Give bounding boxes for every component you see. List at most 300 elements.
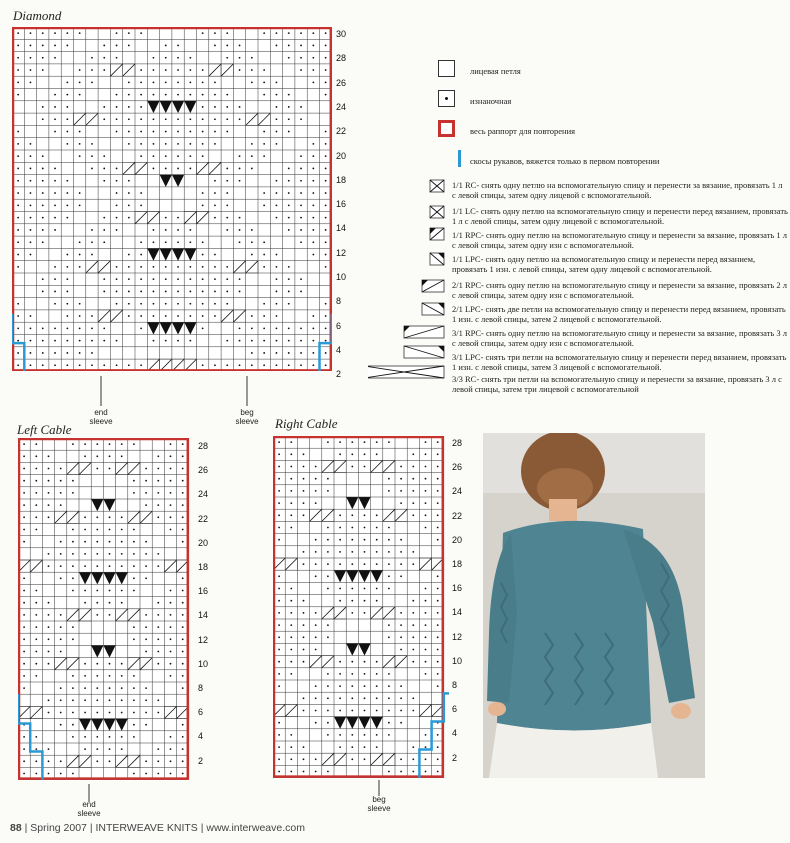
purl-dot [400, 575, 402, 577]
purl-dot [96, 455, 98, 457]
purl-dot [315, 466, 317, 468]
purl-dot [72, 736, 74, 738]
purl-dot [133, 529, 135, 531]
purl-dot [276, 45, 278, 47]
purl-dot [300, 229, 302, 231]
purl-dot [437, 636, 439, 638]
purl-dot [60, 724, 62, 726]
purl-dot [182, 626, 184, 628]
purl-dot [140, 131, 142, 133]
purl-dot [91, 364, 93, 366]
cable-legend-3-1-rpc: 3/1 RPC- снять одну петлю на вспомогательную спицу и перенести за вязание, провязать 3 л с левой спицы, затем одну изн с вспомогательной. [452, 328, 788, 348]
purl-dot [128, 81, 130, 83]
purl-dot [103, 241, 105, 243]
purl-dot [17, 266, 19, 268]
purl-dot [42, 106, 44, 108]
purl-dot [437, 746, 439, 748]
cable-legend-2-1-lpc: 2/1 LPC- снять две петли на вспомогательную спицу и перенести перед вязанием, провязать 1 изн. с левой спицы, затем 2 лицевой с вспомогательной. [452, 304, 786, 324]
purl-dot [17, 254, 19, 256]
purl-dot [300, 278, 302, 280]
purl-dot [165, 81, 167, 83]
purl-dot [278, 514, 280, 516]
purl-dot [437, 734, 439, 736]
purl-dot [91, 241, 93, 243]
purl-dot [364, 673, 366, 675]
purl-dot [140, 327, 142, 329]
purl-dot [66, 143, 68, 145]
purl-dot [153, 155, 155, 157]
purl-dot [48, 492, 50, 494]
purl-dot [103, 327, 105, 329]
row-number: 26 [452, 462, 463, 473]
row-number: 2 [452, 752, 458, 763]
purl-dot [140, 155, 142, 157]
purl-dot [165, 278, 167, 280]
row-number: 8 [452, 680, 458, 690]
purl-dot [202, 32, 204, 34]
purl-dot [66, 303, 68, 305]
purl-dot [263, 131, 265, 133]
purl-dot [325, 81, 327, 83]
cable-symbol-0 [430, 180, 444, 192]
purl-dot [263, 155, 265, 157]
purl-dot [303, 710, 305, 712]
row-number: 14 [336, 223, 347, 234]
purl-dot [315, 710, 317, 712]
purl-dot [17, 131, 19, 133]
purl-dot [145, 468, 147, 470]
purl-dot [17, 57, 19, 59]
purl-dot [42, 204, 44, 206]
purl-dot [351, 551, 353, 553]
purl-dot [153, 118, 155, 120]
purl-dot [351, 758, 353, 760]
purl-dot [91, 254, 93, 256]
purl-dot [177, 143, 179, 145]
purl-dot [23, 748, 25, 750]
purl-dot [170, 480, 172, 482]
purl-dot [400, 649, 402, 651]
purl-dot [72, 565, 74, 567]
purl-dot [96, 614, 98, 616]
purl-dot [437, 527, 439, 529]
legend-repeat-text: весь раппорт для повторения [470, 126, 576, 136]
purl-dot [400, 466, 402, 468]
purl-dot [388, 588, 390, 590]
purl-dot [128, 291, 130, 293]
purl-dot [276, 291, 278, 293]
purl-dot [288, 106, 290, 108]
purl-dot [60, 638, 62, 640]
purl-dot [121, 541, 123, 543]
purl-dot [182, 602, 184, 604]
purl-dot [170, 516, 172, 518]
purl-dot [48, 699, 50, 701]
row-number: 24 [452, 486, 463, 497]
purl-dot [303, 514, 305, 516]
purl-dot [312, 315, 314, 317]
purl-dot [412, 624, 414, 626]
purl-dot [312, 192, 314, 194]
purl-dot [214, 303, 216, 305]
purl-dot [35, 455, 37, 457]
purl-dot [388, 771, 390, 773]
purl-dot [278, 624, 280, 626]
row-number: 16 [198, 586, 209, 597]
purl-dot [290, 746, 292, 748]
purl-dot [54, 204, 56, 206]
purl-dot [54, 352, 56, 354]
purl-dot [278, 673, 280, 675]
purl-dot [48, 748, 50, 750]
purl-dot [278, 771, 280, 773]
purl-dot [315, 685, 317, 687]
purl-dot [239, 168, 241, 170]
purl-dot [60, 504, 62, 506]
purl-dot [170, 602, 172, 604]
purl-dot [66, 106, 68, 108]
purl-dot [66, 364, 68, 366]
row-number: 12 [198, 634, 209, 645]
purl-dot [226, 340, 228, 342]
purl-dot [30, 57, 32, 59]
purl-dot [153, 69, 155, 71]
purl-dot [278, 612, 280, 614]
purl-dot [376, 514, 378, 516]
purl-dot [153, 266, 155, 268]
purl-dot [165, 118, 167, 120]
purl-dot [278, 685, 280, 687]
purl-dot [288, 291, 290, 293]
purl-dot [202, 155, 204, 157]
purl-dot [128, 315, 130, 317]
purl-dot [54, 57, 56, 59]
purl-dot [48, 565, 50, 567]
purl-dot [214, 204, 216, 206]
purl-dot [182, 773, 184, 775]
row-number: 28 [452, 438, 463, 448]
row-number: 4 [198, 731, 204, 742]
purl-dot [54, 303, 56, 305]
purl-dot [109, 455, 111, 457]
row-number: 24 [198, 489, 209, 500]
purl-dot [437, 649, 439, 651]
purl-dot [276, 352, 278, 354]
purl-dot [239, 327, 241, 329]
purl-dot [103, 217, 105, 219]
purl-dot [278, 758, 280, 760]
purl-dot [239, 364, 241, 366]
purl-dot [54, 266, 56, 268]
purl-dot [153, 143, 155, 145]
purl-dot [251, 340, 253, 342]
purl-dot [54, 106, 56, 108]
purl-dot [165, 303, 167, 305]
footer-divider-3: | [200, 822, 207, 834]
purl-dot [35, 626, 37, 628]
purl-dot [290, 649, 292, 651]
purl-dot [339, 588, 341, 590]
purl-dot [79, 340, 81, 342]
purl-dot [66, 254, 68, 256]
purl-dot [72, 712, 74, 714]
purl-dot [412, 661, 414, 663]
diamond-beg-sleeve-label: beg sleeve [235, 408, 259, 426]
purl-dot [30, 327, 32, 329]
row-number: 18 [336, 174, 347, 185]
purl-dot [140, 241, 142, 243]
purl-dot [412, 758, 414, 760]
purl-dot [145, 565, 147, 567]
purl-dot [278, 661, 280, 663]
row-number: 2 [198, 755, 204, 766]
row-number: 28 [198, 441, 209, 451]
purl-dot [72, 724, 74, 726]
purl-dot [121, 553, 123, 555]
purl-dot [400, 539, 402, 541]
purl-dot [327, 441, 329, 443]
purl-dot [315, 490, 317, 492]
purl-dot [145, 626, 147, 628]
purl-dot [226, 217, 228, 219]
purl-dot [226, 45, 228, 47]
purl-dot [35, 468, 37, 470]
purl-dot [165, 143, 167, 145]
purl-dot [437, 441, 439, 443]
purl-dot [35, 736, 37, 738]
purl-dot [312, 168, 314, 170]
purl-dot [202, 204, 204, 206]
purl-dot [425, 490, 427, 492]
purl-dot [170, 626, 172, 628]
purl-dot [327, 539, 329, 541]
purl-dot [312, 180, 314, 182]
purl-dot [276, 340, 278, 342]
purl-dot [35, 760, 37, 762]
purl-dot [412, 466, 414, 468]
purl-dot [42, 327, 44, 329]
website-link[interactable]: www.interweave.com [206, 822, 305, 834]
purl-dot [177, 57, 179, 59]
purl-dot [325, 57, 327, 59]
purl-dot [42, 180, 44, 182]
purl-dot [116, 168, 118, 170]
purl-dot [42, 241, 44, 243]
purl-dot [214, 131, 216, 133]
purl-dot [170, 748, 172, 750]
purl-dot [327, 636, 329, 638]
purl-dot [325, 340, 327, 342]
purl-dot [54, 278, 56, 280]
purl-dot [312, 229, 314, 231]
purl-dot [79, 266, 81, 268]
purl-dot [364, 563, 366, 565]
repeat-symbol [438, 120, 455, 137]
purl-dot [17, 143, 19, 145]
purl-dot [300, 57, 302, 59]
cable-symbols [368, 176, 450, 391]
purl-dot [288, 204, 290, 206]
purl-dot [157, 492, 159, 494]
purl-dot [145, 614, 147, 616]
purl-dot [121, 529, 123, 531]
purl-dot [437, 661, 439, 663]
purl-dot [30, 241, 32, 243]
purl-dot [121, 748, 123, 750]
purl-dot [276, 106, 278, 108]
row-number: 10 [336, 272, 347, 282]
purl-dot [30, 229, 32, 231]
purl-dot [165, 266, 167, 268]
purl-dot [84, 748, 86, 750]
purl-dot [109, 529, 111, 531]
row-number: 18 [452, 559, 463, 569]
purl-dot [30, 204, 32, 206]
purl-dot [133, 541, 135, 543]
purl-dot [23, 602, 25, 604]
purl-dot [251, 229, 253, 231]
purl-dot [96, 760, 98, 762]
purl-dot [153, 229, 155, 231]
purl-dot [278, 636, 280, 638]
purl-dot [312, 155, 314, 157]
purl-dot [140, 303, 142, 305]
purl-dot [351, 563, 353, 565]
purl-dot [288, 131, 290, 133]
purl-dot [376, 527, 378, 529]
magazine-name: INTERWEAVE KNITS [95, 822, 198, 834]
purl-dot [177, 94, 179, 96]
purl-dot [165, 217, 167, 219]
purl-dot [23, 443, 25, 445]
purl-dot [170, 638, 172, 640]
purl-dot [239, 217, 241, 219]
purl-dot [276, 131, 278, 133]
purl-dot [276, 315, 278, 317]
purl-dot [23, 626, 25, 628]
purl-dot [170, 760, 172, 762]
purl-dot [116, 106, 118, 108]
purl-dot [312, 69, 314, 71]
purl-dot [165, 69, 167, 71]
purl-dot [263, 340, 265, 342]
purl-dot [116, 217, 118, 219]
purl-dot [109, 614, 111, 616]
purl-dot [364, 734, 366, 736]
purl-dot [133, 736, 135, 738]
purl-dot [128, 45, 130, 47]
purl-dot [30, 340, 32, 342]
purl-dot [425, 649, 427, 651]
purl-dot [376, 588, 378, 590]
purl-dot [315, 697, 317, 699]
purl-dot [182, 724, 184, 726]
purl-dot [109, 516, 111, 518]
purl-dot [17, 192, 19, 194]
purl-dot [30, 143, 32, 145]
purl-dot [388, 527, 390, 529]
purl-dot [312, 327, 314, 329]
purl-dot [288, 192, 290, 194]
purl-dot [400, 758, 402, 760]
purl-dot [327, 478, 329, 480]
purl-dot [109, 748, 111, 750]
purl-dot [23, 480, 25, 482]
purl-dot [133, 638, 135, 640]
purl-dot [140, 254, 142, 256]
purl-dot [202, 278, 204, 280]
purl-dot [437, 624, 439, 626]
purl-dot [23, 504, 25, 506]
purl-dot [84, 455, 86, 457]
purl-dot [189, 315, 191, 317]
purl-dot [325, 143, 327, 145]
purl-dot [182, 443, 184, 445]
purl-dot [96, 529, 98, 531]
purl-dot [189, 118, 191, 120]
purl-dot [400, 612, 402, 614]
purl-dot [42, 278, 44, 280]
purl-dot [66, 131, 68, 133]
purl-dot [239, 229, 241, 231]
purl-dot [214, 143, 216, 145]
purl-dot [325, 241, 327, 243]
purl-dot [226, 180, 228, 182]
purl-dot [170, 455, 172, 457]
purl-dot [121, 712, 123, 714]
purl-dot [66, 45, 68, 47]
purl-dot [157, 480, 159, 482]
purl-dot [400, 551, 402, 553]
right-cable-beg-sleeve-label: beg sleeve [367, 795, 391, 813]
purl-dot [48, 651, 50, 653]
purl-dot [48, 553, 50, 555]
purl-dot [96, 516, 98, 518]
purl-dot [121, 516, 123, 518]
purl-dot [202, 327, 204, 329]
purl-dot [66, 180, 68, 182]
purl-dot [23, 638, 25, 640]
purl-dot [116, 364, 118, 366]
purl-dot [165, 241, 167, 243]
purl-dot [263, 32, 265, 34]
purl-dot [66, 32, 68, 34]
purl-dot [425, 734, 427, 736]
purl-dot [327, 624, 329, 626]
purl-dot [202, 118, 204, 120]
purl-dot [263, 266, 265, 268]
purl-dot [140, 364, 142, 366]
purl-dot [412, 746, 414, 748]
row-number: 16 [336, 199, 347, 210]
purl-dot [42, 192, 44, 194]
purl-dot [48, 773, 50, 775]
purl-dot [276, 327, 278, 329]
purl-dot [54, 229, 56, 231]
purl-dot [239, 45, 241, 47]
purl-dot [364, 466, 366, 468]
purl-dot [288, 352, 290, 354]
purl-dot [60, 626, 62, 628]
purl-dot [30, 254, 32, 256]
purl-dot [35, 480, 37, 482]
purl-dot [312, 254, 314, 256]
purl-dot [109, 468, 111, 470]
purl-dot [116, 266, 118, 268]
purl-dot [437, 771, 439, 773]
purl-dot [315, 502, 317, 504]
purl-dot [315, 539, 317, 541]
